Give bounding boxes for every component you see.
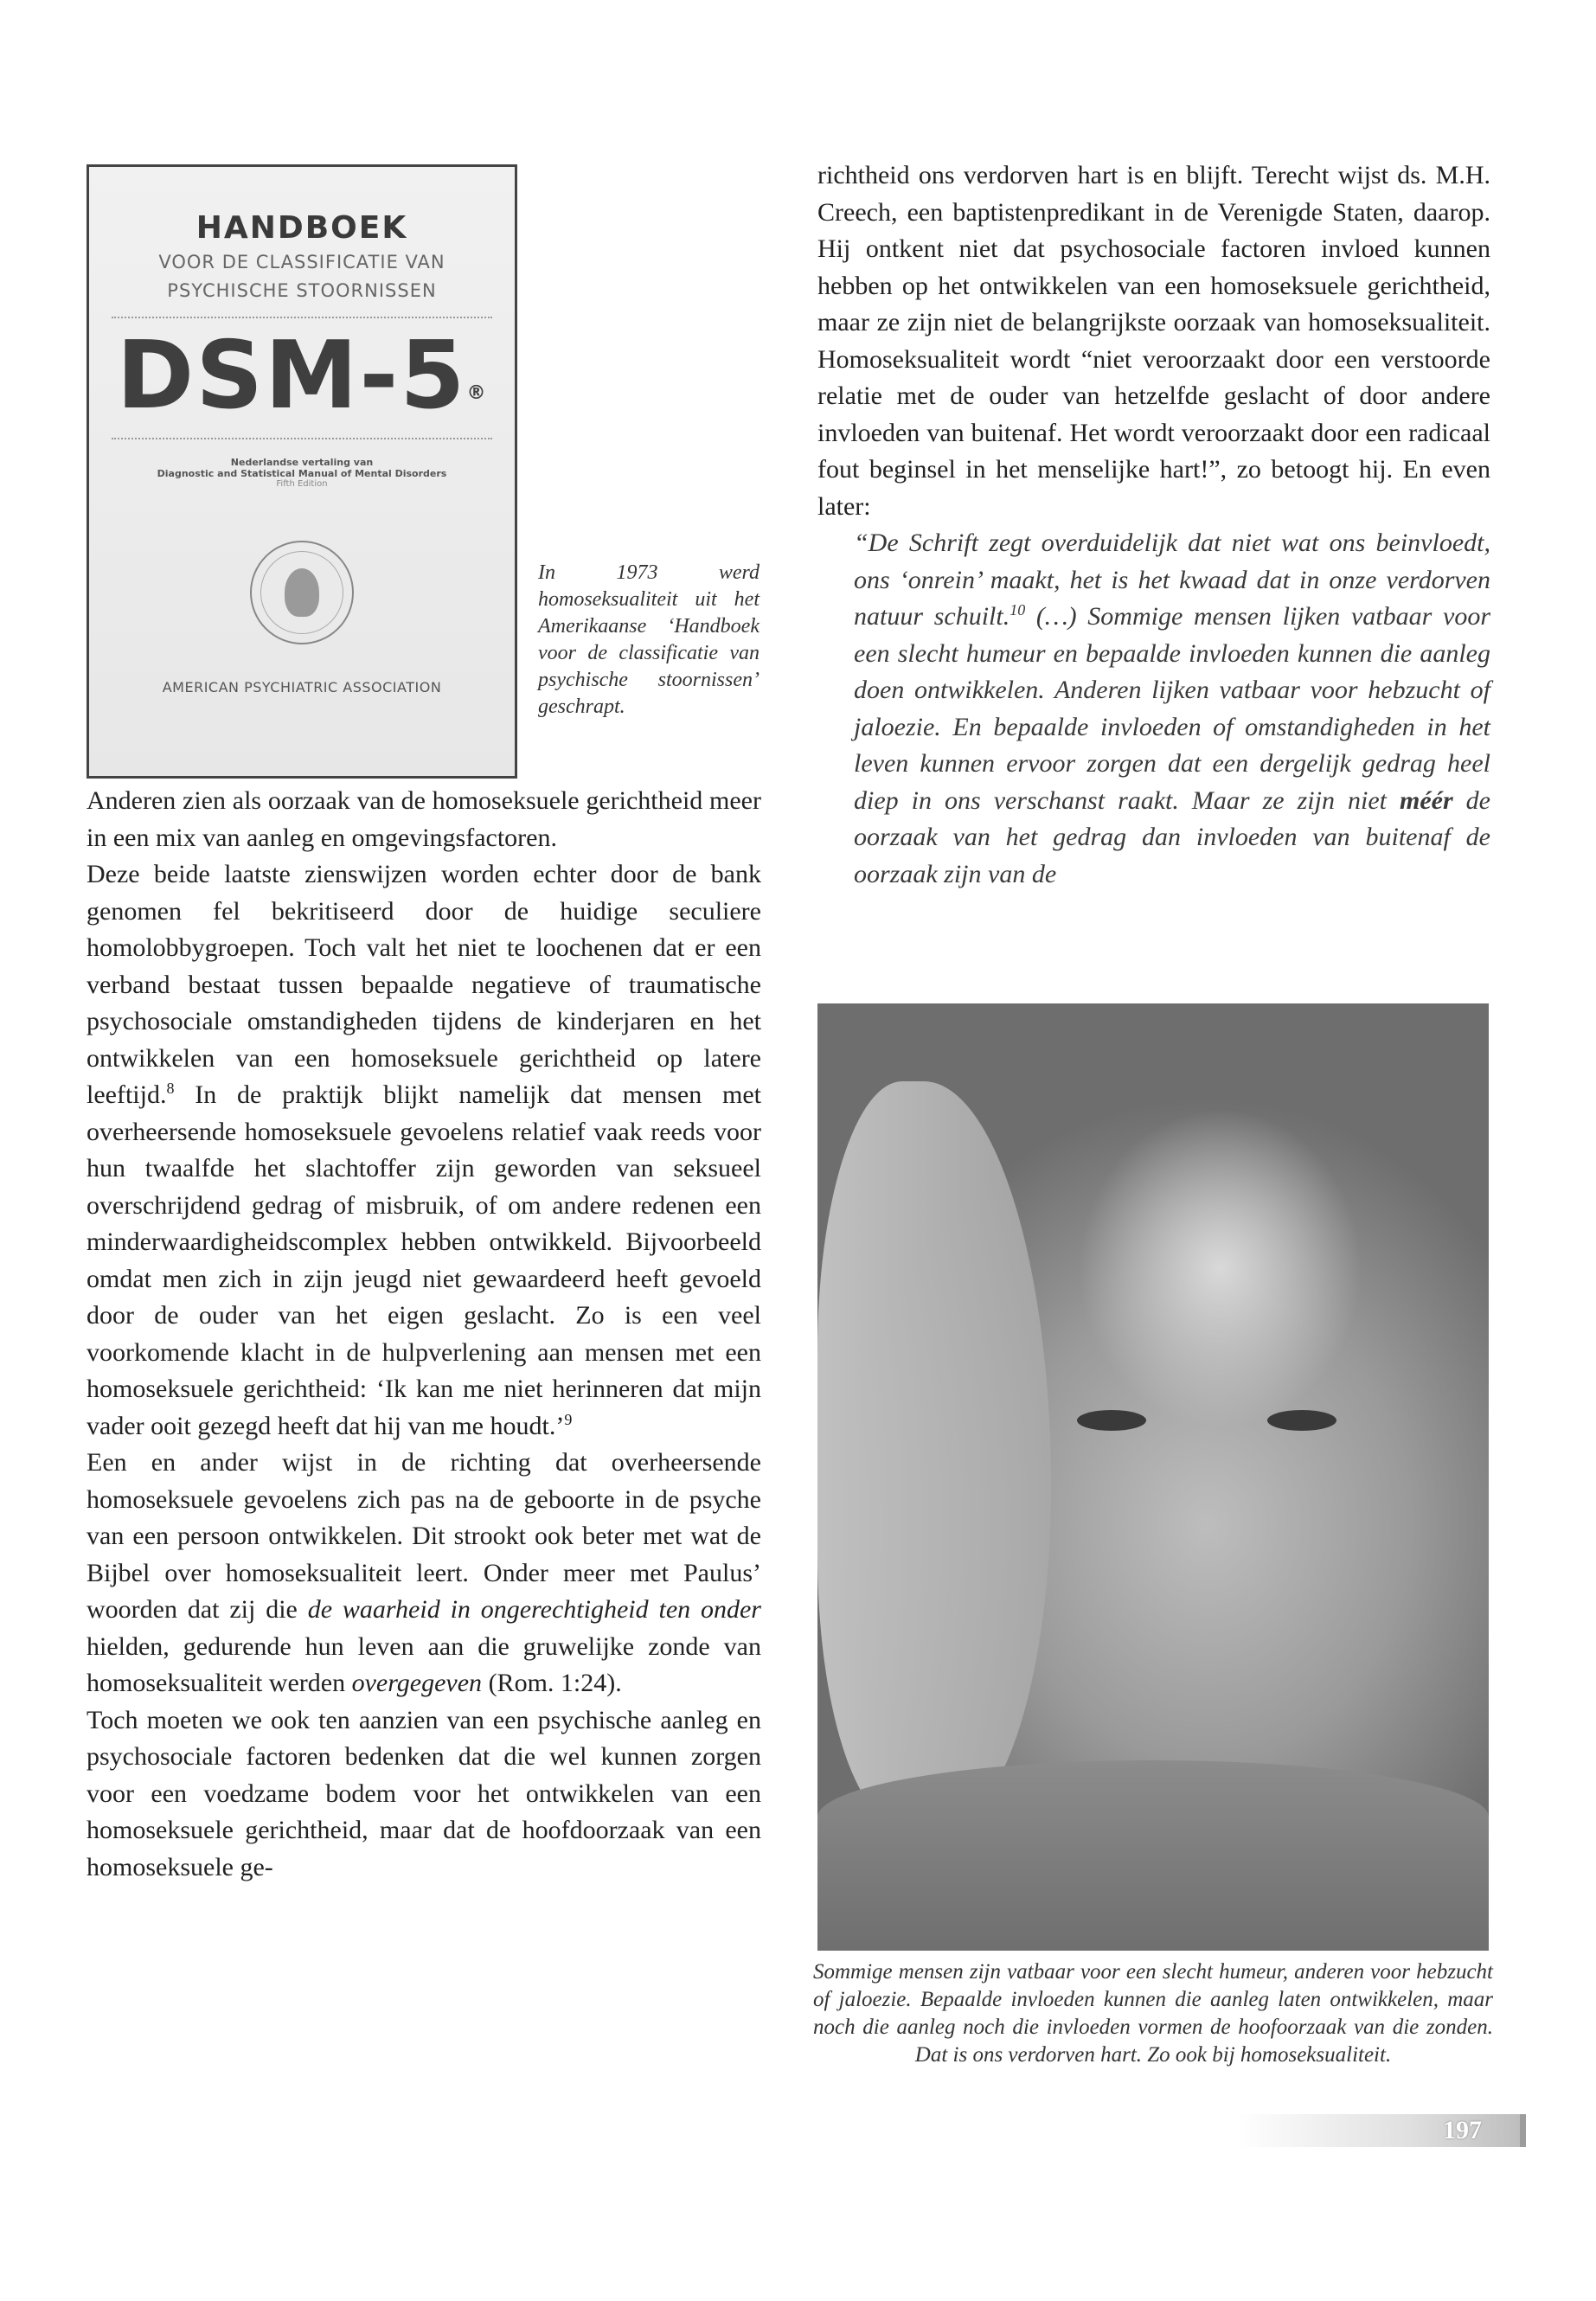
book-figure [87,164,761,783]
text-run: (Rom. 1:24). [482,1669,622,1697]
right-column [817,157,1490,893]
book-subtitle-line2: PSYCHISCHE STOORNISSEN [167,280,437,301]
book-edition-mark [89,322,515,430]
emphasis: de waarheid in ongerechtigheid ten onder [307,1595,761,1624]
paragraph: Anderen zien als oorzaak van de homoseksuele gerichtheid meer in een mix van aanleg en omgevingsfactoren. [87,786,761,852]
photo-caption: Sommige mensen zijn vatbaar voor een slecht humeur, anderen voor hebzucht of jaloezie. Bepaalde invloeden kunnen die aanleg laten ontwikkelen, maar noch die aanleg noch die invloeden vormen de hoofoorzaak van die zonden. Dat is ons verdorven hart. Zo ook bij homoseksualiteit. [813,1960,1493,2067]
text-run: de oorzaak van het gedrag dan invloeden van buitenaf de oorzaak zijn van de [854,785,1490,888]
registered-mark: ® [466,382,488,404]
book-subtitle-line1: VOOR DE CLASSIFICATIE VAN [158,252,445,272]
left-eye-shape [1077,1410,1146,1431]
book-publisher: AMERICAN PSYCHIATRIC ASSOCIATION [162,679,442,695]
footnote-ref: 9 [564,1410,573,1428]
text-run: (…) Sommige mensen lijken vatbaar voor een slecht humeur en bepaalde invloeden kunnen die aanleg doen ontwikkelen. Anderen lijken vatbaar voor hebzucht of jaloezie. En bepaalde invloeden of omstandigheden in het leven kunnen ervoor zorgen dat een dergelijk gedrag heel diep in ons verschanst raakt. Maar ze zijn niet [854,602,1490,815]
book-divider-2 [112,438,492,439]
hand-shape [817,1081,1051,1825]
emphasis: overgegeven [351,1669,483,1697]
book-edition-note: Fifth Edition [276,479,328,489]
book-caption: In 1973 werd homoseksualiteit uit het Amerikaanse ‘Handboek voor de classificatie van psychische stoornissen’ geschrapt. [538,561,760,718]
page-edge-marker [1520,2114,1526,2147]
book-divider [112,317,492,318]
seal-portrait [285,568,319,617]
footnote-ref: 10 [1010,601,1026,619]
text-run: Een en ander wijst in de richting dat overheersende homoseksuele gevoelens zich pas na de geboorte in de psyche van een persoon ontwikkelen. Dit strookt ook beter met wat de Bijbel over homoseksualiteit leert. Onder meer met Paulus’ woorden dat zij die [87,1448,761,1624]
shirt-shape [817,1760,1489,1951]
text-run: “De Schrift zegt overduidelijk dat niet wat ons beinvloedt, ons ‘onrein’ maakt, het is het kwaad dat in onze verdorven natuur schuilt. [854,529,1490,631]
paragraph [87,1445,761,1702]
man-photo [817,1003,1489,1951]
text-run: hielden, gedurende hun leven aan die gruwelijke zonde van homoseksualiteit werden [87,1631,761,1697]
paragraph: Toch moeten we ook ten aanzien van een psychische aanleg en psychosociale factoren bedenken dat die wel kunnen zorgen voor een voedzame bodem voor het ontwikkelen van een homoseksuele gerichtheid, maar dat de hoofdoorzaak van een homoseksuele ge- [87,1705,761,1881]
paragraph: richtheid ons verdorven hart is en blijft. Terecht wijst ds. M.H. Creech, een baptistenpredikant in de Verenigde Staten, daarop. Hij ontkent niet dat psychosociale factoren invloed kunnen hebben op het ontwikkelen van een homoseksuele gerichtheid, maar ze zijn niet de belangrijkste oorzaak van homoseksualiteit. Homoseksualiteit wordt “niet veroorzaakt door een verstoorde relatie met de ouder van hetzelfde geslacht of door andere invloeden van buitenaf. Het wordt veroorzaakt door een radicaal fout beginsel in het menselijke hart!”, zo betoogt hij. En even later: [817,161,1490,521]
dsm5-book-cover [87,164,517,779]
left-body-text [87,783,761,1886]
left-column [87,164,761,1886]
apa-seal-icon [250,541,354,644]
text-run: Deze beide laatste zienswijzen worden echter door de bank genomen fel bekritiseerd door de huidige seculiere homolobbygroepen. Toch valt het niet te loochenen dat er een verband bestaat tussen bepaalde negatieve of traumatische psychosociale omstandigheden tijdens de kinderjaren en het ontwikkelen van een homoseksuele gerichtheid op latere leeftijd. [87,860,761,1109]
book-title: HANDBOEK [195,210,408,246]
book-translation-note: Nederlandse vertaling van [230,457,374,468]
text-run: In de praktijk blijkt namelijk dat mensen met overheersende homoseksuele gevoelens relatief vaak reeds voor hun twaalfde het slachtoffer zijn geworden van seksueel overschrijdend gedrag of misbruik, of om andere redenen een minderwaardigheidscomplex hebben ontwikkeld. Bijvoorbeeld omdat men zich in zijn jeugd niet gewaardeerd heeft gevoeld door de ouder van het eigen geslacht. Zo is een veel voorkomende klacht in de hulpverlening aan mensen met een homoseksuele gerichtheid: ‘Ik kan me niet herinneren dat mijn vader ooit gezegd heeft dat hij van me houdt.’ [87,1080,761,1440]
page-number: 197 [1443,2116,1482,2144]
footnote-ref: 8 [166,1080,175,1097]
bold-emphasis: méér [1400,785,1453,815]
book-original-title: Diagnostic and Statistical Manual of Mental Disorders [157,468,447,479]
paragraph [87,856,761,1445]
right-eye-shape [1267,1410,1336,1431]
book-edition-text: DSM-5 [116,322,467,430]
block-quote [817,525,1490,893]
